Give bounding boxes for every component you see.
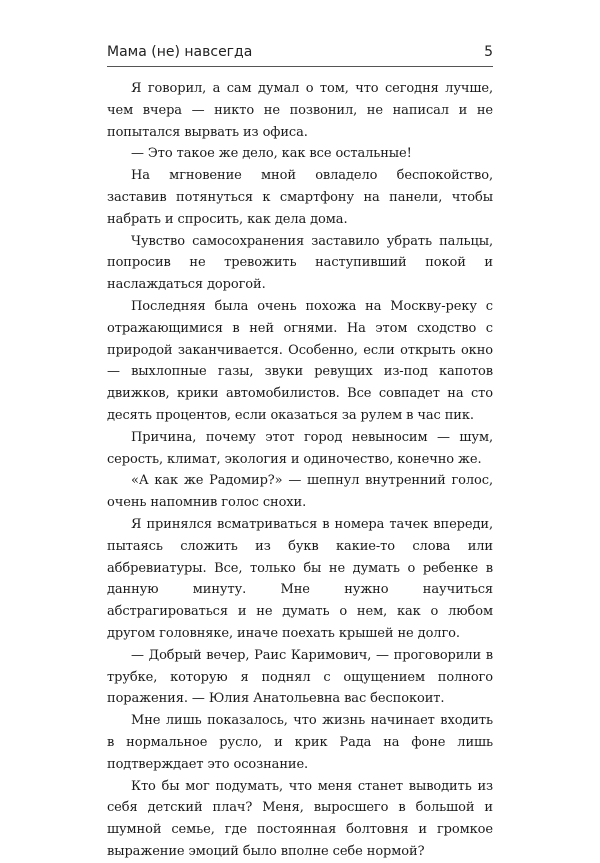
paragraph: Кто бы мог подумать, что меня станет выводить из себя детский плач? Меня, выросшего в большой и шумной семье, где постоянная болтовня и громкое выражение эмоций было вполне себе нормой? — [107, 778, 493, 859]
paragraph: Последняя была очень похожа на Москву-реку с отражающимися в ней огнями. На этом сходство с природой заканчивается. Особенно, если открыть окно — выхлопные газы, звуки ревущих из-под капотов движков, крики автомобилистов. Все совпадет на сто десять процентов, если оказаться за рулем в час пик. — [107, 298, 493, 423]
paragraph: Я принялся всматриваться в номера тачек впереди, пытаясь сложить из букв какие-то слова или аббревиатуры. Все, только бы не думать о ребенке в данную минуту. Мне нужно научиться абстрагироваться и не думать о нем, как о любом другом головняке, иначе поехать крышей не долго. — [107, 516, 493, 641]
paragraph: Причина, почему этот город невыносим — шум, серость, климат, экология и одиночество, конечно же. — [107, 429, 493, 467]
paragraph: Чувство самосохранения заставило убрать пальцы, попросив не тревожить наступивший покой и наслаждаться дорогой. — [107, 233, 493, 293]
header-rule — [107, 66, 493, 67]
paragraph: — Добрый вечер, Раис Каримович, — проговорили в трубке, которую я поднял с ощущением полного поражения. — Юлия Анатольевна вас беспокоит. — [107, 647, 493, 707]
paragraph: «А как же Радомир?» — шепнул внутренний голос, очень напомнив голос снохи. — [107, 473, 493, 511]
paragraph: Мне лишь показалось, что жизнь начинает входить в нормальное русло, и крик Рада на фоне лишь подтверждает это осознание. — [107, 713, 493, 772]
page-number: 5 — [484, 44, 493, 60]
book-title: Мама (не) навсегда — [107, 44, 253, 60]
paragraph: Я говорил, а сам думал о том, что сегодня лучше, чем вчера — никто не позвонил, не написал и не попытался вырвать из офиса. — [107, 81, 493, 140]
running-header — [107, 44, 493, 60]
paragraph: — Это такое же дело, как все остальные! — [131, 146, 412, 162]
page-body — [107, 78, 493, 863]
paragraph: На мгновение мной овладело беспокойство, заставив потянуться к смартфону на панели, чтобы набрать и спросить, как дела дома. — [107, 168, 493, 227]
